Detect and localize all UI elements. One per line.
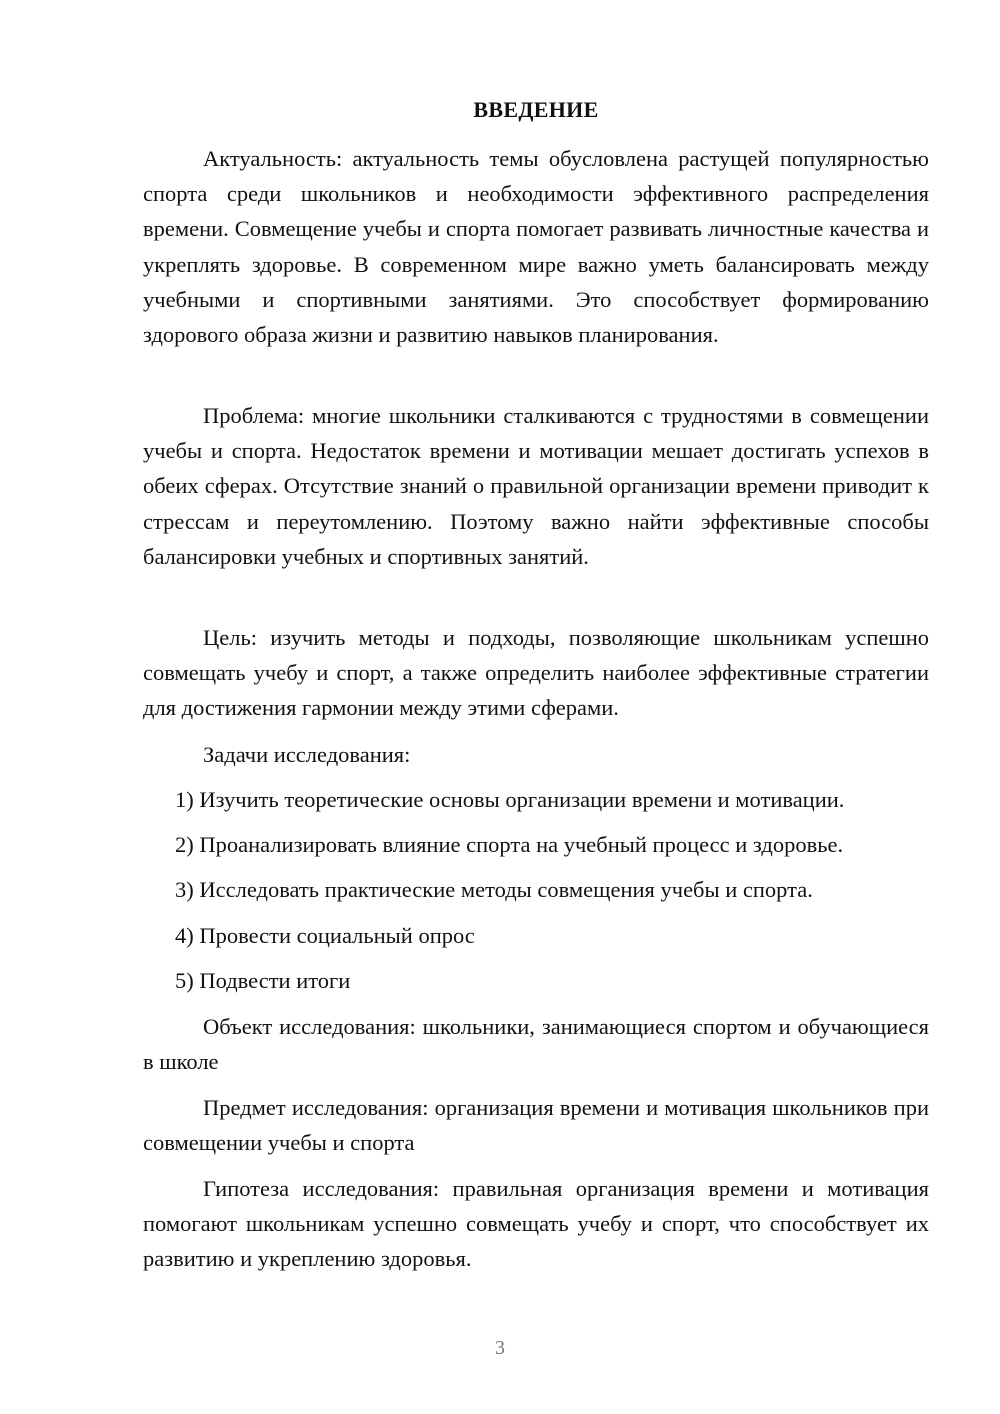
task-item: 4) Провести социальный опрос (175, 923, 475, 948)
tasks-heading: Задачи исследования: (203, 742, 411, 767)
task-item: 5) Подвести итоги (175, 968, 351, 993)
goal-paragraph: Цель: изучить методы и подходы, позволяющие школьникам успешно совмещать учебу и спорт, а также определить наиболее эффективные стратегии для достижения гармонии между этими сферами. (143, 625, 929, 721)
task-item: 3) Исследовать практические методы совмещения учебы и спорта. (175, 877, 813, 902)
problem-paragraph: Проблема: многие школьники сталкиваются с трудностями в совмещении учебы и спорта. Недостаток времени и мотивации мешает достигать успехов в обеих сферах. Отсутствие знаний о правильной организации времени приводит к стрессам и переутомлению. Поэтому важно найти эффективные способы балансировки учебных и спортивных занятий. (143, 403, 929, 569)
task-item: 1) Изучить теоретические основы организации времени и мотивации. (175, 787, 845, 812)
object-paragraph: Объект исследования: школьники, занимающиеся спортом и обучающиеся в школе (143, 1014, 929, 1075)
hypothesis-paragraph: Гипотеза исследования: правильная организация времени и мотивация помогают школьникам успешно совмещать учебу и спорт, что способствует их развитию и укреплению здоровья. (143, 1176, 929, 1272)
section-title: ВВЕДЕНИЕ (473, 97, 599, 122)
relevance-paragraph: Актуальность: актуальность темы обусловлена растущей популярностью спорта среди школьников и необходимости эффективного распределения времени. Совмещение учебы и спорта помогает развивать личностные качества и укреплять здоровье. В современном мире важно уметь балансировать между учебными и спортивными занятиями. Это способствует формированию здорового образа жизни и развитию навыков планирования. (143, 146, 929, 348)
page-number: 3 (495, 1337, 505, 1359)
subject-paragraph: Предмет исследования: организация времени и мотивация школьников при совмещении учебы и спорта (143, 1095, 929, 1156)
task-item: 2) Проанализировать влияние спорта на учебный процесс и здоровье. (175, 832, 844, 857)
